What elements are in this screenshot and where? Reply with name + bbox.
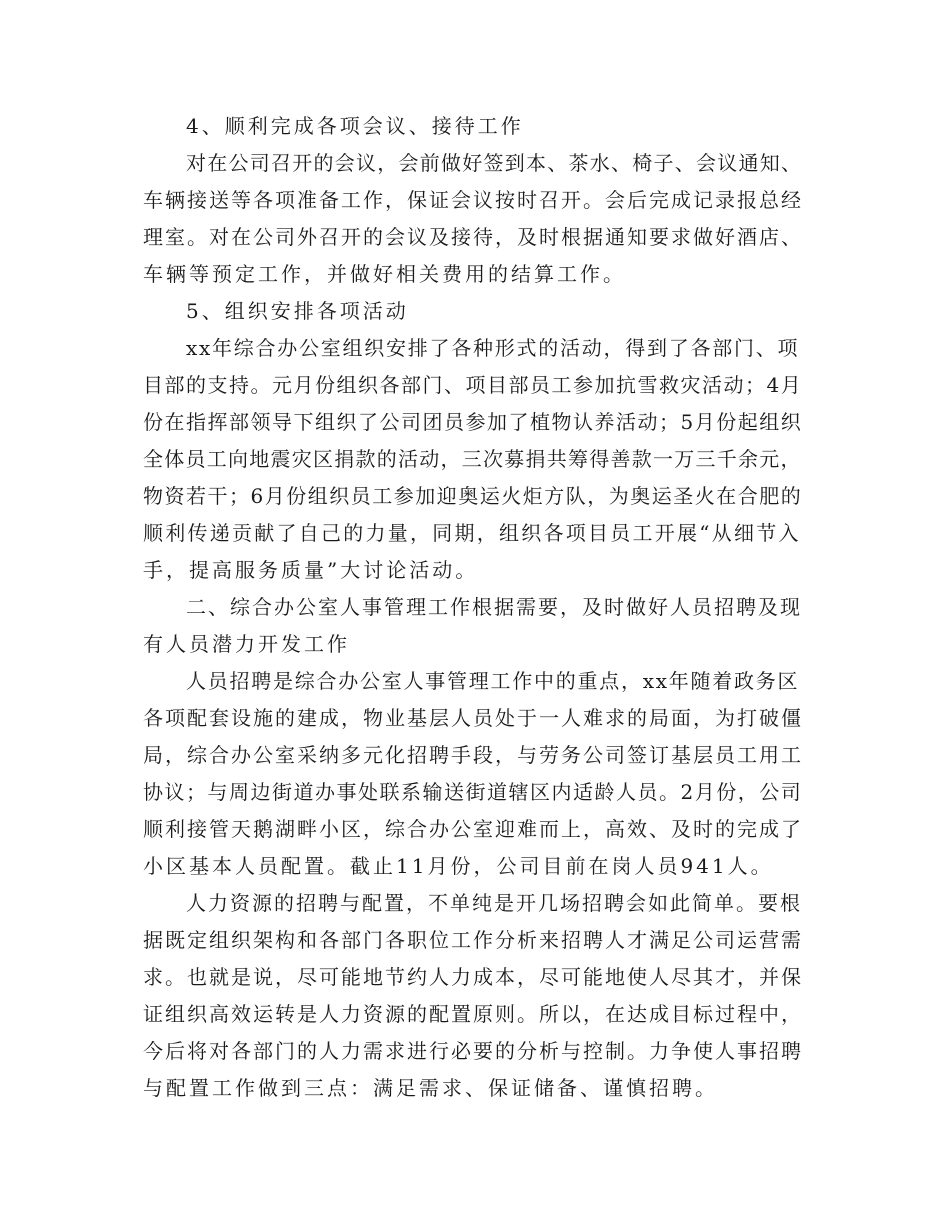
paragraph-line: 与配置工作做到三点：满足需求、保证储备、谨慎招聘。 xyxy=(143,1076,718,1100)
paragraph-line: 目部的支持。元月份组织各部门、项目部员工参加抗雪救灾活动；4月 xyxy=(143,373,803,397)
paragraph-line: 对在公司召开的会议，会前做好签到本、茶水、椅子、会议通知、 xyxy=(186,151,803,175)
paragraph-line: 物资若干；6月份组织员工参加迎奥运火炬方队，为奥运圣火在合肥的 xyxy=(143,484,803,508)
paragraph-line: 协议；与周边街道办事处联系输送街道辖区内适龄人员。2月份，公司 xyxy=(143,780,803,804)
paragraph-line: 顺利传递贡献了自己的力量，同期，组织各项目员工开展“从细节入 xyxy=(143,521,801,545)
paragraph-line: 车辆接送等各项准备工作，保证会议按时召开。会后完成记录报总经 xyxy=(143,188,803,212)
paragraph-line: 顺利接管天鹅湖畔小区，综合办公室迎难而上，高效、及时的完成了 xyxy=(143,817,803,841)
paragraph-line: 全体员工向地震灾区捐款的活动，三次募捐共筹得善款一万三千余元， xyxy=(143,447,802,471)
paragraph-line: xx年综合办公室组织安排了各种形式的活动，得到了各部门、项 xyxy=(186,336,800,360)
paragraph-line: 份在指挥部领导下组织了公司团员参加了植物认养活动；5月份起组织 xyxy=(143,410,803,434)
heading-4-meetings: 4、顺利完成各项会议、接待工作 xyxy=(186,114,524,138)
paragraph-line: 人员招聘是综合办公室人事管理工作中的重点，xx年随着政务区 xyxy=(186,669,800,693)
paragraph-line: 据既定组织架构和各部门各职位工作分析来招聘人才满足公司运营需 xyxy=(143,928,803,952)
paragraph-line: 车辆等预定工作，并做好相关费用的结算工作。 xyxy=(143,262,626,286)
paragraph-line: 证组织高效运转是人力资源的配置原则。所以，在达成目标过程中， xyxy=(143,1002,803,1026)
paragraph-line: 小区基本人员配置。截止11月份，公司目前在岗人员941人。 xyxy=(143,854,774,878)
paragraph-line: 手，提高服务质量”大讨论活动。 xyxy=(143,558,479,582)
paragraph-line: 各项配套设施的建成，物业基层人员处于一人难求的局面，为打破僵 xyxy=(143,706,803,730)
paragraph-line: 局，综合办公室采纳多元化招聘手段，与劳务公司签订基层员工用工 xyxy=(143,743,803,767)
paragraph-line: 理室。对在公司外召开的会议及接待，及时根据通知要求做好酒店、 xyxy=(143,225,803,249)
section-heading-2-cont: 有人员潜力开发工作 xyxy=(143,632,350,656)
paragraph-line: 今后将对各部门的人力需求进行必要的分析与控制。力争使人事招聘 xyxy=(143,1039,803,1063)
paragraph-line: 人力资源的招聘与配置，不单纯是开几场招聘会如此简单。要根 xyxy=(186,891,802,915)
section-heading-2: 二、综合办公室人事管理工作根据需要，及时做好人员招聘及现 xyxy=(186,595,802,619)
heading-5-activities: 5、组织安排各项活动 xyxy=(186,299,409,323)
paragraph-line: 求。也就是说，尽可能地节约人力成本，尽可能地使人尽其才，并保 xyxy=(143,965,803,989)
